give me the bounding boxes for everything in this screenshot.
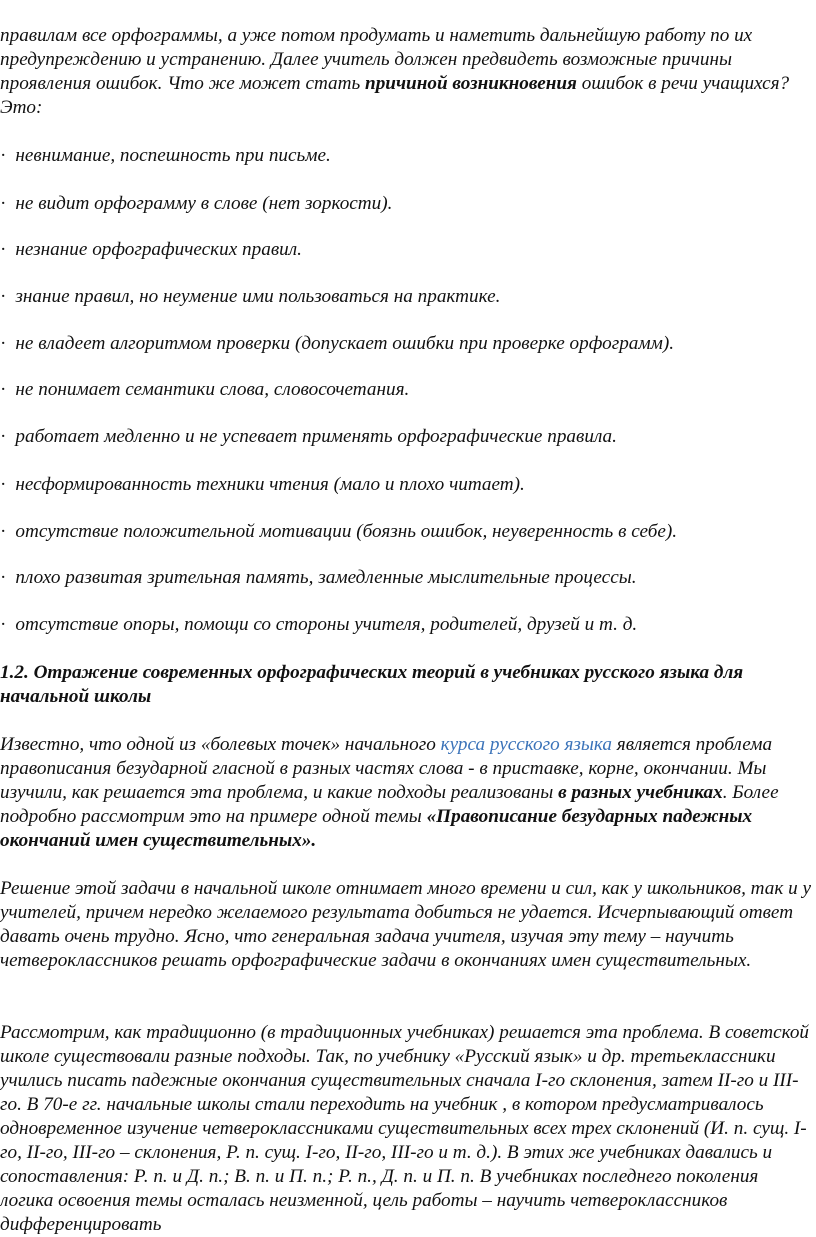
list-item [0, 425, 617, 449]
para1-bold-1: в разных учебниках [558, 782, 723, 803]
list-item-text: незнание орфографических правил. [15, 239, 302, 260]
list-item-text: не понимает семантики слова, словосочетания. [15, 379, 410, 400]
list-item-text: не видит орфограмму в слове (нет зоркости). [15, 193, 393, 214]
intro-bold: причиной возникновения [365, 73, 577, 94]
list-item [0, 285, 500, 309]
bullet-dot: · [0, 239, 7, 260]
list-item [0, 192, 392, 216]
bullet-dot: · [0, 193, 7, 214]
list-item-text: несформированность техники чтения (мало и плохо читает). [15, 474, 525, 495]
list-item [0, 332, 674, 356]
list-item [0, 238, 302, 262]
bullet-dot: · [0, 333, 7, 354]
paragraph-textbooks [0, 733, 814, 853]
paragraph-traditional: Рассмотрим, как традиционно (в традиционных учебниках) решается эта проблема. В советской школе существовали разные подходы. Так, по учебнику «Русский язык» и др. третьеклассники учились писать падежные окончания существительных сначала I-го склонения, затем II-го и III-го. В 70-е гг. начальные школы стали переходить на учебник , в котором предусматривалось одновременное изучение четвероклассниками существительных всех трех склонений (И. п. сущ. I-го, II-го, III-го – склонения, Р. п. сущ. I-го, II-го, III-го и т. д.). В этих же учебниках давались и сопоставления: Р. п. и Д. п.; В. п. и П. п.; Р. п., Д. п. и П. п. В учебниках последнего поколения логика освоения темы осталась неизменной, цель работы – научить четвероклассников дифференцировать [0, 1022, 810, 1235]
bullet-dot: · [0, 286, 7, 307]
course-link[interactable]: курса русского языка [440, 734, 612, 755]
list-item-text: невнимание, поспешность при письме. [15, 145, 331, 166]
intro-text-1: правилам все орфограммы, а уже потом продумать и наметить дальнейшую работу по их предупреждению и устранению. Далее учитель должен предвидеть возможные причины проявления ошибок. Что же может стать [0, 25, 753, 94]
intro-paragraph [0, 24, 814, 120]
list-item-text: работает медленно и не успевает применять орфографические правила. [15, 426, 617, 447]
intro-text-2: ошибок в речи учащихся? Это: [0, 73, 790, 118]
bullet-dot: · [0, 426, 7, 447]
bullet-dot: · [0, 145, 7, 166]
para1-bold-2: «Правописание безударных падежных окончаний имен существительных». [0, 806, 753, 851]
list-item-text: плохо развитая зрительная память, замедленные мыслительные процессы. [15, 567, 637, 588]
bullet-dot: · [0, 474, 7, 495]
bullet-dot: · [0, 521, 7, 542]
list-item-text: знание правил, но неумение ими пользоваться на практике. [15, 286, 501, 307]
list-item [0, 473, 525, 497]
list-item [0, 378, 409, 402]
bullet-dot: · [0, 614, 7, 635]
list-item [0, 613, 637, 637]
section-heading: 1.2. Отражение современных орфографических теорий в учебниках русского языка для начальной школы [0, 662, 744, 707]
list-item [0, 520, 677, 544]
bullet-dot: · [0, 379, 7, 400]
list-item-text: не владеет алгоритмом проверки (допускает ошибки при проверке орфограмм). [15, 333, 675, 354]
para1-text-2: является проблема правописания безударной гласной в разных частях слова - в приставке, корне, окончании. Мы изучили, как решается эта проблема, и какие подходы реализованы [0, 734, 773, 803]
bullet-dot: · [0, 567, 7, 588]
list-item-text: отсутствие опоры, помощи со стороны учителя, родителей, друзей и т. д. [15, 614, 638, 635]
para1-text-1: Известно, что одной из «болевых точек» начального [0, 734, 441, 755]
list-item [0, 144, 331, 168]
paragraph-solution: Решение этой задачи в начальной школе отнимает много времени и сил, как у школьников, так и у учителей, причем нередко желаемого результата добиться не удается. Исчерпывающий ответ давать очень трудно. Ясно, что генеральная задача учителя, изучая эту тему – научить четвероклассников решать орфографические задачи в окончаниях имен существительных. [0, 878, 812, 971]
para1-text-3: . Более подробно рассмотрим это на примере одной темы [0, 782, 779, 827]
list-item-text: отсутствие положительной мотивации (боязнь ошибок, неуверенность в себе). [15, 521, 678, 542]
list-item [0, 566, 637, 590]
